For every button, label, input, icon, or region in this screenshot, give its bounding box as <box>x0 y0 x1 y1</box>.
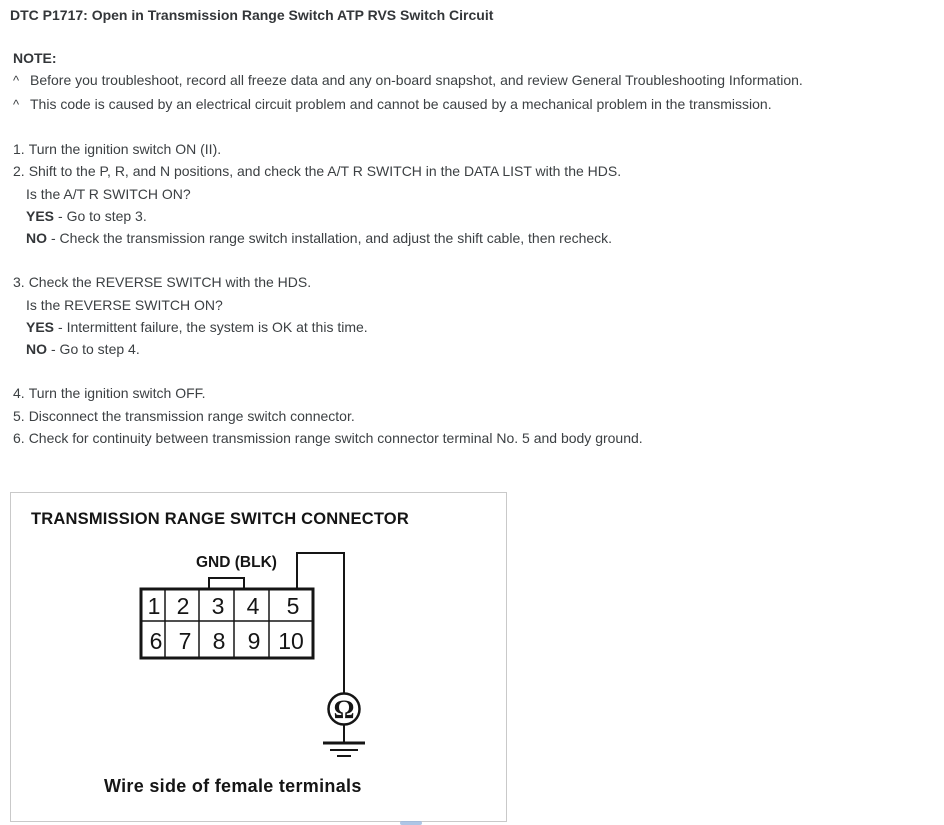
terminal-1: 1 <box>147 593 161 619</box>
page-title: DTC P1717: Open in Transmission Range Switch ATP RVS Switch Circuit <box>10 7 494 23</box>
ground-icon <box>323 743 365 756</box>
terminal-5: 5 <box>286 593 300 619</box>
step-3 <box>13 271 931 293</box>
yes-label: YES <box>26 207 55 224</box>
steps-group-3 <box>13 382 931 449</box>
note-item <box>13 69 931 92</box>
step-2 <box>13 160 931 182</box>
step-text: Check for continuity between transmission range switch connector terminal No. 5 and body ground. <box>28 430 643 447</box>
terminal-6: 6 <box>149 628 163 654</box>
gnd-label: GND (BLK) <box>196 554 277 571</box>
step-2-question: Is the A/T R SWITCH ON? <box>26 185 191 202</box>
diagram-caption: Wire side of female terminals <box>104 776 362 796</box>
terminal-9: 9 <box>247 628 261 654</box>
terminal-8: 8 <box>212 628 226 654</box>
steps-group-2 <box>13 271 931 361</box>
step-text: Turn the ignition switch OFF. <box>28 385 206 402</box>
caret-bullet-icon: ^ <box>13 73 20 89</box>
caret-bullet-icon: ^ <box>13 96 20 112</box>
note-section <box>13 47 931 116</box>
step-number: 1. <box>13 140 25 157</box>
step-number: 5. <box>13 407 25 424</box>
terminal-2: 2 <box>176 593 190 619</box>
step-3-no <box>26 338 931 360</box>
connector-key-tab <box>209 578 244 589</box>
steps-group-1 <box>13 138 931 250</box>
yes-text: - Intermittent failure, the system is OK at this time. <box>58 319 368 336</box>
yes-label: YES <box>26 319 55 336</box>
terminal-7: 7 <box>178 628 192 654</box>
step-text: Check the REVERSE SWITCH with the HDS. <box>28 274 312 291</box>
step-3-question: Is the REVERSE SWITCH ON? <box>26 296 223 313</box>
diagram-title: TRANSMISSION RANGE SWITCH CONNECTOR <box>31 510 409 528</box>
note-item-text: This code is caused by an electrical circuit problem and cannot be caused by a mechanical problem in the transmission. <box>30 95 772 112</box>
yes-text: - Go to step 3. <box>58 207 147 224</box>
step-text: Turn the ignition switch ON (II). <box>28 140 222 157</box>
step-number: 2. <box>13 163 25 180</box>
ohm-symbol: Ω <box>333 695 355 724</box>
connector-diagram-svg <box>11 493 506 821</box>
terminal-4: 4 <box>246 593 260 619</box>
step-number: 6. <box>13 430 25 447</box>
no-label: NO <box>26 230 47 247</box>
step-text: Shift to the P, R, and N positions, and check the A/T R SWITCH in the DATA LIST with the HDS. <box>28 163 622 180</box>
step-6 <box>13 427 931 449</box>
step-2-yes <box>26 205 931 227</box>
no-label: NO <box>26 341 47 358</box>
note-item <box>13 93 931 116</box>
step-3-yes <box>26 316 931 338</box>
step-5 <box>13 405 931 427</box>
connector-diagram <box>10 492 507 822</box>
no-text: - Go to step 4. <box>51 341 140 358</box>
step-number: 3. <box>13 274 25 291</box>
step-1 <box>13 138 931 160</box>
terminal-3: 3 <box>211 593 225 619</box>
step-4 <box>13 382 931 404</box>
note-item-text: Before you troubleshoot, record all freeze data and any on-board snapshot, and review General Troubleshooting Information. <box>30 72 803 89</box>
note-label: NOTE: <box>13 50 57 66</box>
step-text: Disconnect the transmission range switch connector. <box>28 407 355 424</box>
step-number: 4. <box>13 385 25 402</box>
terminal-10: 10 <box>278 628 304 654</box>
no-text: - Check the transmission range switch installation, and adjust the shift cable, then recheck. <box>51 230 613 247</box>
scrollbar-artifact <box>400 821 422 825</box>
step-2-no <box>26 227 931 249</box>
